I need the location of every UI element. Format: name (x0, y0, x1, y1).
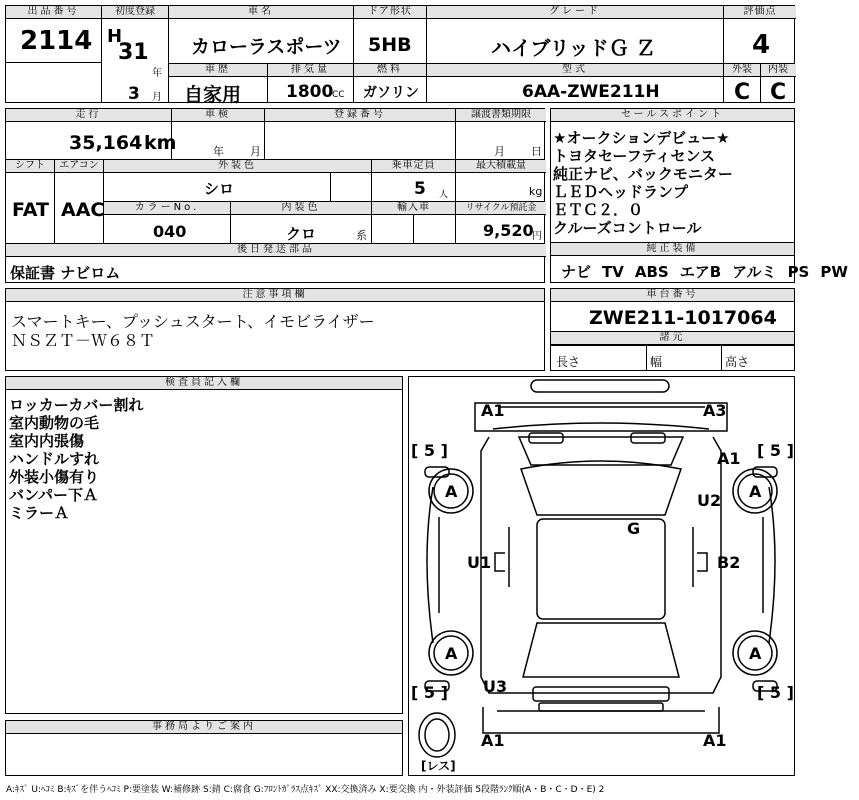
sales-point-list (553, 129, 733, 237)
door-header: ドア形状 (354, 6, 426, 19)
sales-point-item: ★オークションデビュー★ (553, 129, 730, 147)
color-no: 040 (153, 222, 187, 241)
sales-point-item: クルーズコントロール (553, 219, 702, 237)
model-header: 型式 (427, 64, 723, 77)
color-no-header: カラーNo. (104, 202, 230, 215)
import-header: 輸入車 (372, 202, 455, 215)
capacity: 5 (414, 179, 426, 199)
mark-tire-rr: A (749, 644, 762, 663)
mark-tire-fl: A (445, 482, 458, 501)
info-block (5, 108, 545, 283)
sales-point-block (550, 108, 848, 283)
max-load-unit: kg (529, 185, 543, 198)
mileage-header: 走行 (6, 109, 171, 122)
standard-eq-item: ABS (634, 263, 669, 281)
caution-line-1: スマートキー、プッシュスタート、イモビライザー (11, 312, 375, 331)
spec-height-label: 高さ (725, 355, 750, 369)
top-block (5, 5, 795, 106)
mark-left-rear: U3 (483, 677, 508, 696)
inspector-note: 室内動物の毛 (9, 414, 100, 432)
door-type: 5HB (368, 34, 412, 56)
car-name-header: 車名 (169, 6, 353, 19)
legend: A:ｷｽﾞ U:ﾍｺﾐ B:ｷｽﾞを伴うﾍｺﾐ P:要塗装 W:補修跡 S:錆 C:腐食 G:ﾌﾛﾝﾄｶﾞﾗｽ点ｷｽﾞ XX:交換済み X:要交換 内・外装評価 5段階ﾗﾝｸ順(A・B・C・D・E) 2 (6, 785, 605, 795)
cautions-header: 注意事項欄 (6, 289, 544, 302)
first-reg-month-unit: 月 (152, 92, 162, 103)
inspector-note: ミラーＡ (9, 504, 70, 522)
sales-point-item: 純正ナビ、バックモニター (553, 165, 733, 183)
recycle-unit: 円 (532, 231, 542, 242)
standard-eq-item: PS (787, 263, 810, 281)
exterior-header: 外装 (724, 64, 760, 77)
standard-eq-item: エアB (679, 263, 722, 281)
chassis-no: ZWE211-1017064 (589, 307, 777, 329)
grade-header: グレード (427, 6, 723, 19)
inspector-note: ロッカーカバー割れ (9, 396, 144, 414)
mark-roof: G (627, 519, 641, 538)
interior-header: 内装 (760, 64, 796, 77)
interior-score: C (770, 80, 787, 105)
spec-length-label: 長さ (556, 355, 581, 369)
int-color-header: 内装色 (231, 202, 371, 215)
transfer-day-unit: 日 (531, 145, 542, 158)
office-header: 事務局よりご案内 (6, 721, 402, 734)
ext-color: シロ (204, 180, 235, 198)
shift: FAT (12, 199, 49, 221)
standard-eq-header: 純正装備 (551, 243, 794, 256)
ext-color-header: 外装色 (104, 160, 371, 173)
inspection-month-unit: 月 (250, 145, 261, 158)
lot-no-header: 出品番号 (6, 6, 101, 19)
caution-line-2: ＮＳＺＴ－Ｗ６８Ｔ (11, 331, 156, 350)
later-parts: 保証書 ナビロム (10, 264, 121, 282)
int-color-unit: 系 (356, 229, 367, 242)
recycle-header: リサイクル預託金 (456, 202, 546, 215)
inspection-header: 車検 (172, 109, 264, 122)
inspector-header: 検査員記入欄 (6, 377, 402, 390)
capacity-unit: 人 (439, 190, 449, 200)
car-name: カローラスポーツ (191, 36, 342, 58)
reg-no-header: 登録番号 (265, 109, 455, 122)
mark-front-right: A3 (703, 401, 727, 420)
car-diagram (408, 376, 795, 776)
score: 4 (752, 30, 771, 60)
standard-eq-item: PW (820, 263, 848, 281)
inspection-year-unit: 年 (213, 145, 224, 158)
displacement-unit: CC (332, 90, 345, 100)
sales-point-header: セールスポイント (551, 109, 794, 122)
mark-front-left: A1 (481, 401, 505, 420)
tread-fr: [ 5 ] (757, 441, 794, 460)
transfer-docs-header: 譲渡書類期限 (456, 109, 546, 122)
first-reg-year: 31 (118, 40, 149, 65)
spare-tire-label: [レス] (421, 759, 456, 773)
mark-tire-fr: A (749, 482, 762, 501)
aircon-header: エアコン (55, 160, 103, 173)
mark-right-front-door: U2 (697, 491, 722, 510)
history-header: 車歴 (169, 64, 267, 77)
first-reg-era: H (107, 26, 123, 47)
chassis-block (550, 288, 795, 371)
mark-right-fender: A1 (717, 449, 741, 468)
fuel-header: 燃料 (354, 64, 426, 77)
first-reg-year-unit: 年 (152, 68, 162, 79)
history: 自家用 (184, 84, 242, 106)
mark-left-door: U1 (467, 553, 492, 572)
sales-point-item: ＬＥＤヘッドランプ (553, 183, 689, 201)
aircon: AAC (61, 199, 105, 221)
tread-rr: [ 5 ] (757, 683, 794, 702)
specs-header: 諸元 (551, 332, 794, 345)
inspector-block (5, 376, 403, 714)
score-header: 評価点 (724, 6, 796, 19)
cautions-block (5, 288, 545, 371)
fuel: ガソリン (363, 85, 419, 101)
recycle: 9,520 (483, 221, 534, 240)
inspector-note: バンパー下Ａ (9, 486, 98, 504)
tread-fl: [ 5 ] (411, 441, 448, 460)
standard-equipment-list (561, 261, 859, 282)
lot-no: 2114 (20, 26, 93, 56)
transfer-month-unit: 月 (494, 145, 505, 158)
mark-rear-right: A1 (703, 731, 727, 750)
sales-point-item: ＥＴＣ２．０ (553, 201, 644, 219)
capacity-header: 乗車定員 (372, 160, 455, 173)
mark-rear-left: A1 (481, 731, 505, 750)
mark-tire-rl: A (445, 644, 458, 663)
later-parts-header: 後日発送部品 (6, 244, 546, 257)
displacement: 1800 (286, 82, 334, 102)
standard-eq-item: アルミ (732, 263, 777, 281)
office-block (5, 720, 403, 776)
inspector-note: ハンドルすれ (9, 450, 100, 468)
shift-header: シフト (6, 160, 54, 173)
first-reg-month: 3 (128, 84, 140, 104)
inspector-notes-list (9, 396, 143, 522)
mark-right-rear-door: B2 (717, 553, 741, 572)
grade: ハイブリッドＧ Ｚ (491, 36, 656, 60)
inspector-note: 外装小傷有り (9, 468, 100, 486)
mileage-unit: km (144, 132, 177, 154)
displacement-header: 排気量 (268, 64, 353, 77)
standard-eq-item: TV (602, 263, 624, 281)
mileage: 35,164 (69, 132, 143, 154)
standard-eq-item: ナビ (561, 263, 592, 281)
tread-rl: [ 5 ] (411, 683, 448, 702)
inspector-note: 室内内張傷 (9, 432, 85, 450)
exterior-score: C (734, 80, 751, 105)
spec-width-label: 幅 (650, 355, 663, 369)
max-load-header: 最大積載量 (456, 160, 546, 173)
sales-point-item: トヨタセーフティセンス (553, 147, 716, 165)
model: 6AA-ZWE211H (522, 82, 660, 102)
chassis-no-header: 車台番号 (551, 289, 794, 302)
first-reg-header: 初度登録 (102, 6, 168, 19)
int-color: クロ (286, 225, 317, 243)
